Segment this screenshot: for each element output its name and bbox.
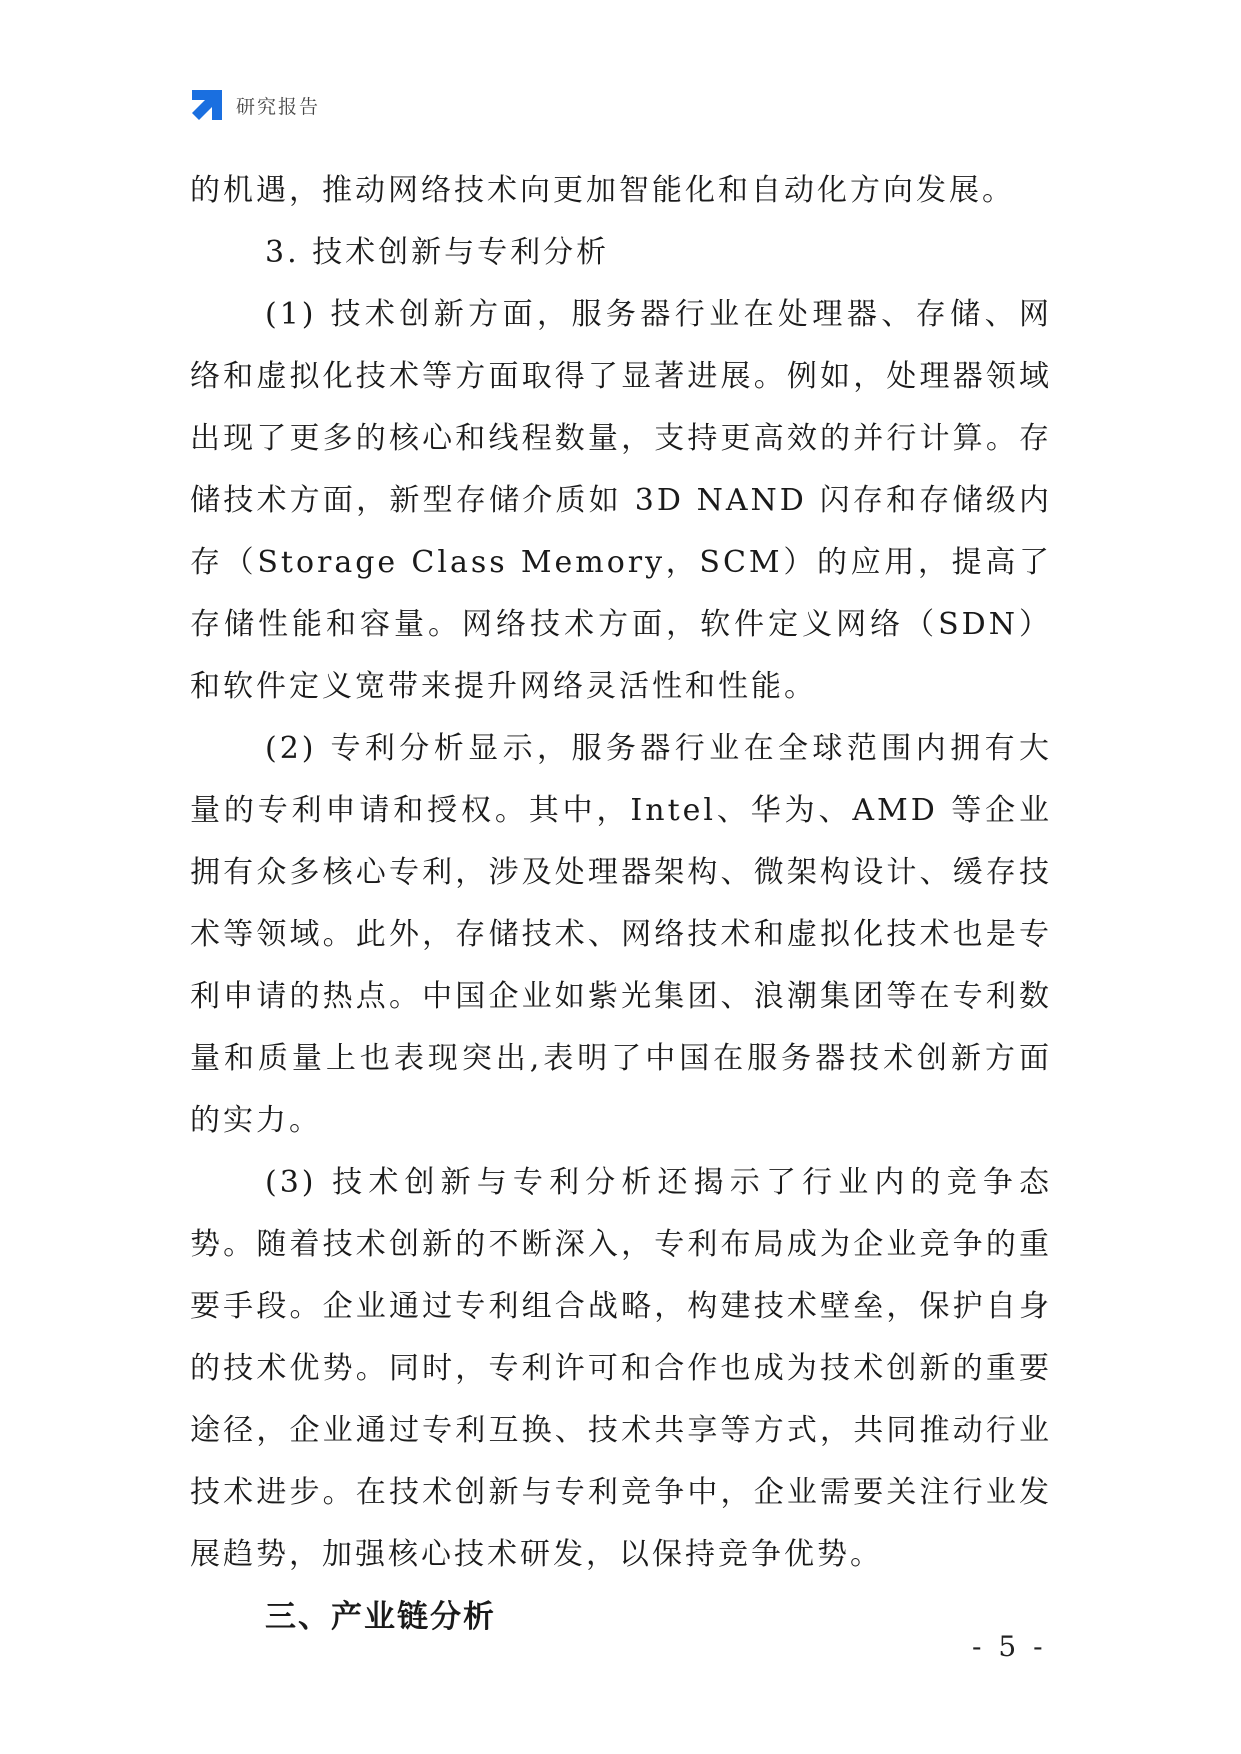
paragraph-continuation: 的机遇，推动网络技术向更加智能化和自动化方向发展。 [190, 173, 1015, 208]
subsection-heading: 3. 技术创新与专利分析 [265, 235, 610, 270]
report-header [190, 88, 320, 122]
header-title: 研究报告 [236, 95, 321, 118]
section-heading: 三、产业链分析 [265, 1599, 496, 1635]
paragraph-innovation: (1) 技术创新方面，服务器行业在处理器、存储、网络和虚拟化技术等方面取得了显著进展。例如，处理器领域出现了更多的核心和线程数量，支持更高效的并行计算。存储技术方面，新型存储介质如 3D NAND 闪存和存储级内存（Storage Class Memory，SCM）的应用，提高了存储性能和容量。网络技术方面，软件定义网络（SDN）和软件定义宽带来提升网络灵活性和性能。 [190, 297, 1052, 704]
document-body [190, 160, 1052, 1648]
paragraph-patent-analysis: (2) 专利分析显示，服务器行业在全球范围内拥有大量的专利申请和授权。其中，Intel、华为、AMD 等企业拥有众多核心专利，涉及处理器架构、微架构设计、缓存技术等领域。此外，存储技术、网络技术和虚拟化技术也是专利申请的热点。中国企业如紫光集团、浪潮集团等在专利数量和质量上也表现突出,表明了中国在服务器技术创新方面的实力。 [190, 731, 1052, 1138]
paragraph-competition: (3) 技术创新与专利分析还揭示了行业内的竞争态势。随着技术创新的不断深入，专利布局成为企业竞争的重要手段。企业通过专利组合战略，构建技术壁垒，保护自身的技术优势。同时，专利许可和合作也成为技术创新的重要途径，企业通过专利互换、技术共享等方式，共同推动行业技术进步。在技术创新与专利竞争中，企业需要关注行业发展趋势，加强核心技术研发，以保持竞争优势。 [190, 1165, 1052, 1572]
arrow-logo-icon [190, 88, 224, 122]
page-number: - 5 - [972, 1630, 1047, 1663]
